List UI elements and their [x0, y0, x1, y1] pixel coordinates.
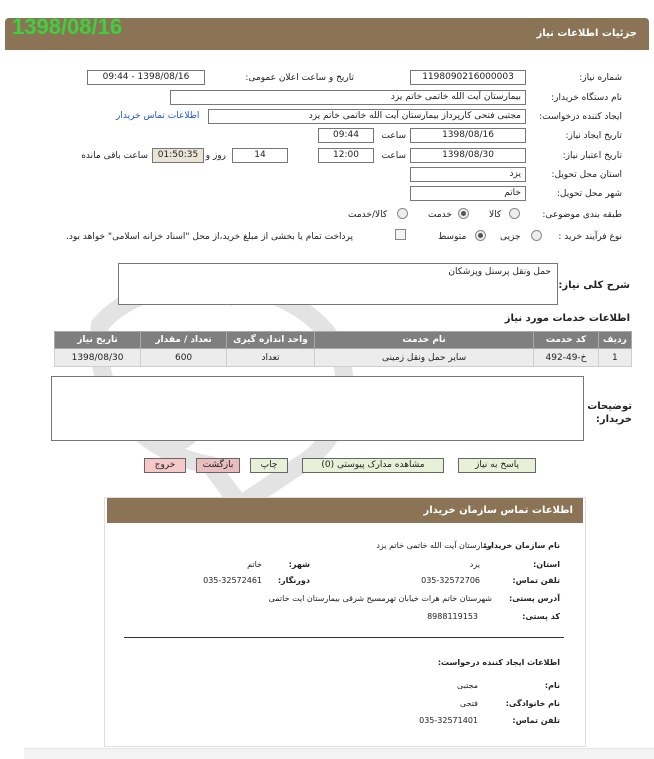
description-box	[118, 263, 558, 305]
contact-address-value: شهرستان خاتم هرات خیابان تهرمسیح شرقی بیمارستان ایت خاتمی	[268, 594, 492, 603]
category-option-goods-service: کالا/خدمت	[348, 210, 388, 220]
back-button[interactable]: بازگشت	[196, 458, 240, 473]
creator-phone-label: تلفن تماس:	[512, 716, 560, 725]
contact-postal-label: کد پستی:	[522, 612, 560, 621]
category-radio-goods-service[interactable]	[397, 208, 408, 219]
buyer-notes-label: توضیحات خریدار:	[587, 401, 632, 425]
cell-need-date: 1398/08/30	[55, 349, 141, 367]
category-option-service: خدمت	[428, 210, 452, 220]
remaining-time-field: 01:50:35	[152, 148, 204, 163]
services-header-row	[55, 332, 632, 349]
category-radio-goods[interactable]	[509, 208, 520, 219]
contact-province-value: یزد	[469, 560, 480, 569]
need-number-field: 1198090216000003	[410, 70, 526, 85]
category-radio-service[interactable]	[458, 208, 469, 219]
date-stamp: 1398/08/16	[12, 14, 123, 39]
col-need-date: تاریخ نیاز	[55, 332, 141, 349]
contact-fax-label: دورنگار:	[277, 576, 310, 585]
treasury-payment-note: پرداخت تمام یا بخشی از مبلغ خرید،از محل "اسناد خزانه اسلامی" خواهد بود.	[66, 232, 354, 242]
contact-divider	[124, 637, 564, 638]
created-date-field: 1398/08/16	[410, 128, 526, 143]
contact-org-label: نام سازمان خریدار:	[483, 541, 560, 550]
contact-card-header	[107, 498, 583, 523]
category-option-goods: کالا	[489, 210, 502, 220]
contact-province-label: استان:	[533, 560, 560, 569]
view-attachments-button[interactable]: مشاهده مدارک پیوستی (0)	[302, 458, 444, 473]
creator-family-label: نام خانوادگی:	[505, 699, 560, 708]
validity-time-label: ساعت	[381, 151, 406, 161]
need-number-label: شماره نیاز:	[579, 73, 622, 83]
validity-time-field: 12:00	[318, 148, 374, 163]
contact-city-label: شهر:	[288, 560, 310, 569]
contact-city-value: خاتم	[247, 560, 262, 569]
creator-label: ایجاد کننده درخواست:	[539, 112, 622, 122]
category-label: طبقه بندی موضوعی:	[542, 210, 622, 220]
contact-postal-value: 8988119153	[427, 612, 478, 621]
days-label: روز و	[205, 151, 226, 161]
buyer-contact-link[interactable]: اطلاعات تماس خریدار	[116, 111, 200, 121]
days-field: 14	[232, 148, 288, 163]
print-button[interactable]: چاپ	[250, 458, 288, 473]
treasury-payment-checkbox[interactable]	[395, 229, 406, 240]
created-date-label: تاریخ ایجاد نیاز:	[565, 131, 622, 141]
cell-service-name: سایر حمل ونقل زمینی	[314, 349, 533, 367]
contact-phone-label: تلفن تماس:	[512, 576, 560, 585]
remaining-time-label: ساعت باقی مانده	[81, 151, 148, 161]
bottom-panel-edge	[24, 748, 654, 759]
creator-phone-value: 035-32571401	[419, 716, 478, 725]
announce-date-field: 1398/08/16 - 09:44	[87, 70, 205, 85]
validity-date-label: تاریخ اعتبار نیاز:	[562, 151, 622, 161]
validity-date-field: 1398/08/30	[410, 148, 526, 163]
contact-card-title: اطلاعات تماس سازمان خریدار	[423, 505, 573, 516]
creator-field: مجتبی فتحی کارپرداز بیمارستان آیت الله خاتمی خاتم یزد	[208, 109, 526, 124]
col-row: ردیف	[598, 332, 631, 349]
buyer-org-field: بیمارستان آیت الله خاتمی خاتم یزد	[170, 90, 526, 105]
col-quantity: تعداد / مقدار	[141, 332, 227, 349]
table-row	[55, 349, 632, 367]
process-radio-partial[interactable]	[531, 230, 542, 241]
contact-address-label: آدرس پستی:	[509, 594, 560, 603]
services-title: اطلاعات خدمات مورد نیاز	[504, 313, 630, 324]
city-label: شهر محل تحویل:	[556, 189, 622, 199]
exit-button[interactable]: خروج	[144, 458, 186, 473]
buyer-notes-box	[51, 376, 584, 441]
buyer-org-label: نام دستگاه خریدار:	[551, 93, 622, 103]
creator-name-value: مجتبی	[457, 681, 478, 690]
cell-row: 1	[598, 349, 631, 367]
province-label: استان محل تحویل:	[551, 170, 622, 180]
creator-family-value: فتحی	[459, 699, 478, 708]
contact-fax-value: 035-32572461	[203, 576, 262, 585]
col-code: کد خدمت	[534, 332, 599, 349]
process-option-partial: جزیی	[500, 232, 521, 242]
process-radio-medium[interactable]	[475, 230, 486, 241]
creator-info-title: اطلاعات ایجاد کننده درخواست:	[437, 658, 560, 667]
description-label: شرح کلی نیاز:	[558, 280, 630, 291]
contact-org-value: بیمارستان آیت الله خاتمی خاتم یزد	[376, 541, 492, 550]
process-option-medium: متوسط	[438, 232, 467, 242]
description-text: حمل ونقل پرسنل وپزشکان	[448, 267, 551, 277]
cell-code: خ-49-492	[534, 349, 599, 367]
contact-card	[104, 497, 586, 747]
city-field: خاتم	[410, 186, 526, 201]
page-title: جزئیات اطلاعات نیاز	[536, 28, 637, 39]
services-table	[54, 331, 632, 367]
province-field: یزد	[410, 167, 526, 182]
created-time-field: 09:44	[318, 128, 374, 143]
contact-phone-value: 035-32572706	[421, 576, 480, 585]
announce-date-label: تاریخ و ساعت اعلان عمومی:	[245, 73, 354, 83]
process-label: نوع فرآیند خرید :	[558, 232, 622, 242]
creator-name-label: نام:	[544, 681, 560, 690]
reply-button[interactable]: پاسخ به نیاز	[458, 458, 536, 473]
col-service-name: نام خدمت	[314, 332, 533, 349]
created-time-label: ساعت	[381, 131, 406, 141]
col-unit: واحد اندازه گیری	[227, 332, 315, 349]
cell-quantity: 600	[141, 349, 227, 367]
cell-unit: تعداد	[227, 349, 315, 367]
